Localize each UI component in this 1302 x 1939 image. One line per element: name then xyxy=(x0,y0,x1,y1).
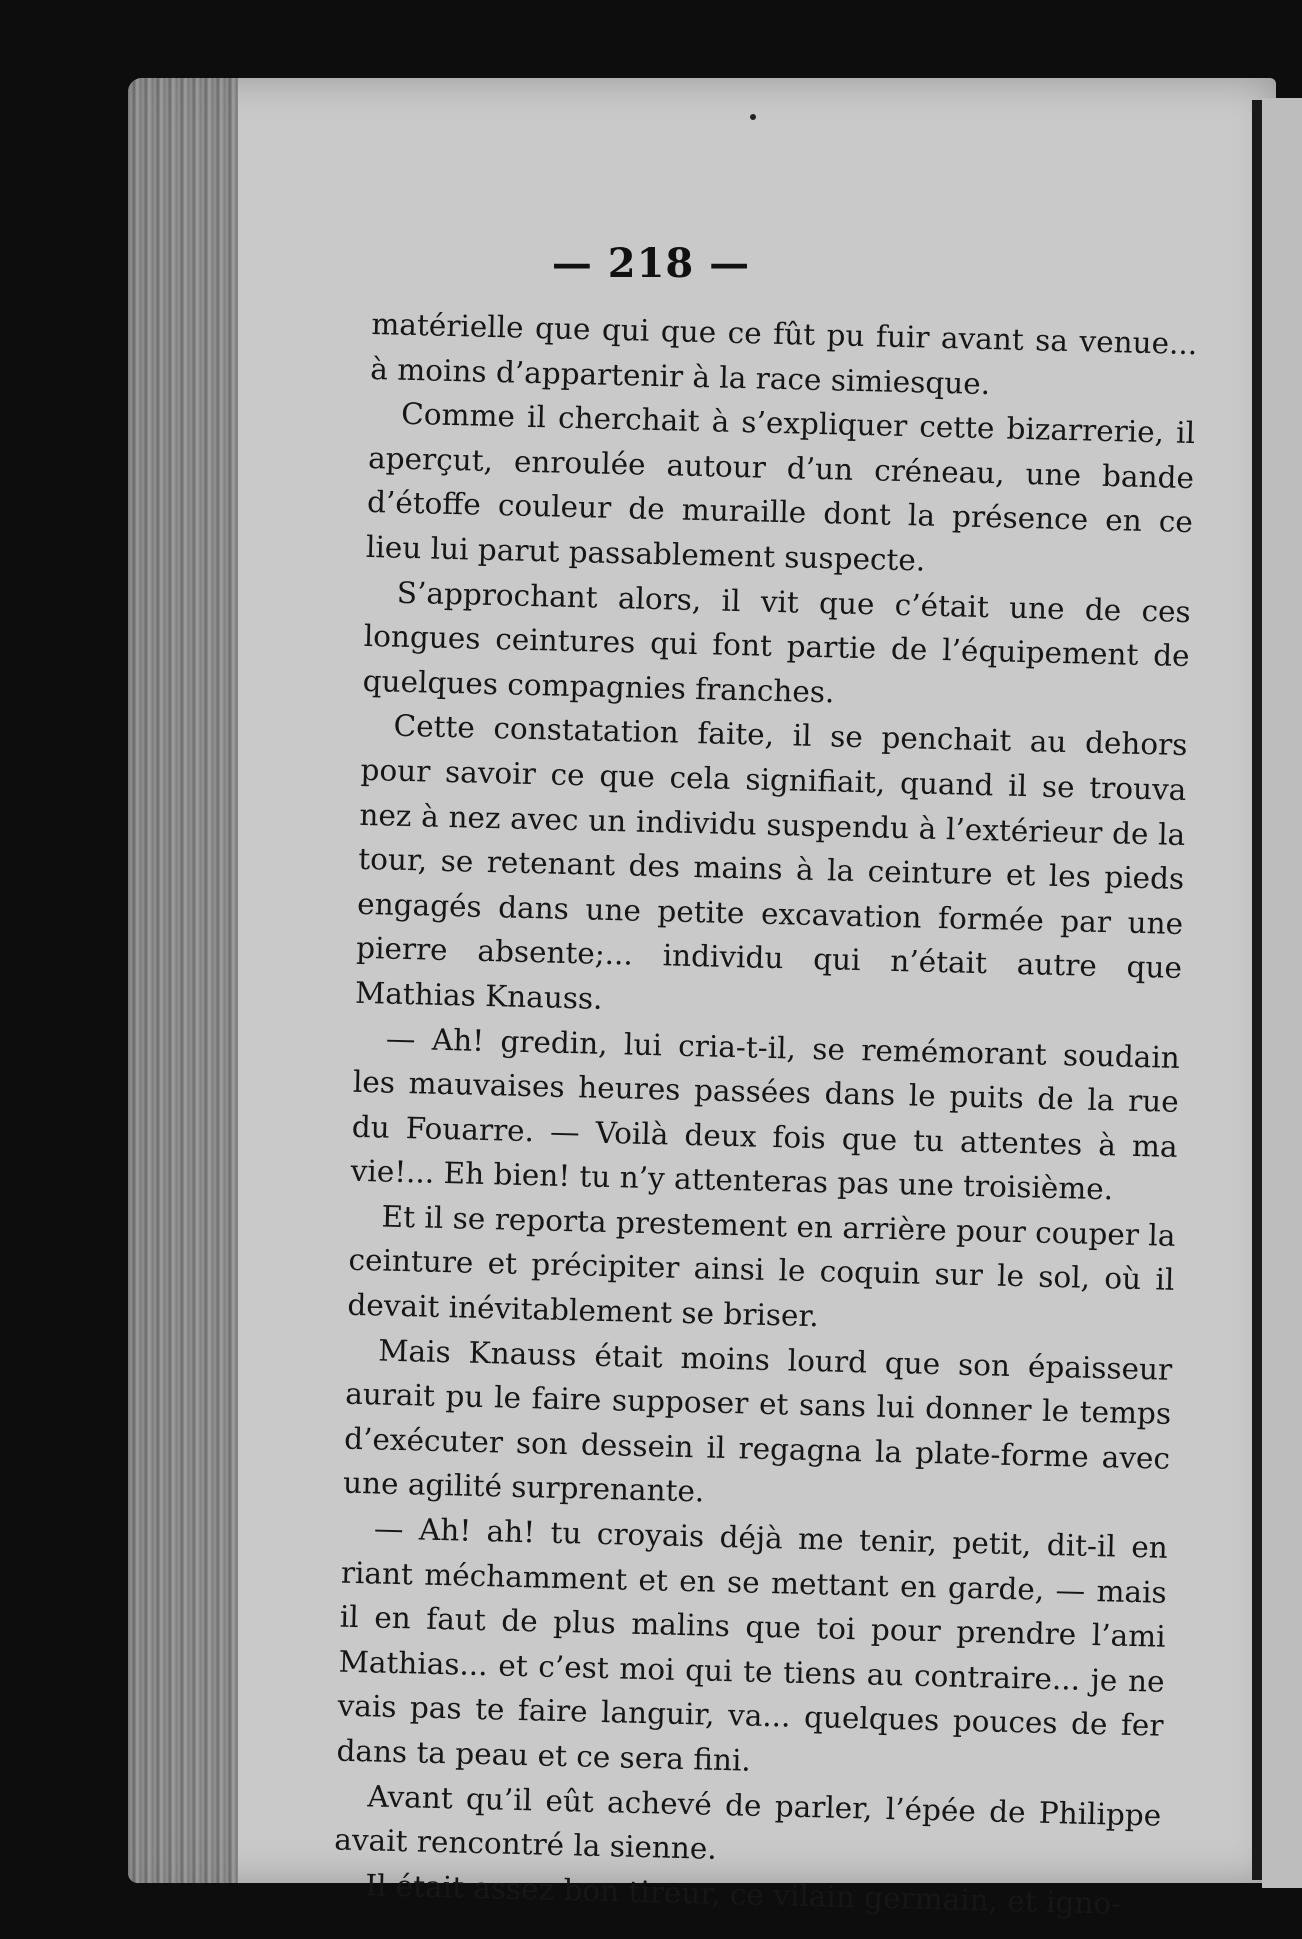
paragraph: S’approchant alors, il vit que c’était une de ces longues ceintures qui font partie de l’équipement de quelques compagnies franches. xyxy=(362,575,1192,710)
book-gutter xyxy=(1252,100,1262,1880)
paragraph: — Ah! gredin, lui cria-t-il, se remémorant soudain les mauvaises heures passées dans le puits de la rue du Fouarre. — Voilà deux fois que tu attentes à ma vie!... Eh bien! tu n’y attenteras pas une troisième. xyxy=(350,1021,1181,1207)
paragraph: matérielle que qui que ce fût pu fuir avant sa venue... à moins d’appartenir à la race simiesque. xyxy=(369,306,1198,401)
facing-page-edge xyxy=(1262,98,1302,1888)
paragraph: — Ah! ah! tu croyais déjà me tenir, petit, dit-il en riant méchamment et en se mettant en garde, — mais il en faut de plus malins que toi pour prendre l’ami Mathias... et c’est moi qui te tiens au contraire... je ne vais pas te faire languir, va... quelques pouces de fer dans ta peau et ce sera fini. xyxy=(336,1511,1169,1778)
page-edge-stack xyxy=(128,78,238,1883)
paragraph: Avant qu’il eût achevé de parler, l’épée de Philippe avait rencontré la sienne. xyxy=(334,1778,1162,1867)
speck xyxy=(750,114,756,120)
paragraph: Comme il cherchait à s’expliquer cette bizarrerie, il aperçut, enroulée autour d’un créneau, une bande d’étoffe couleur de muraille dont la présence en ce lieu lui parut passablement suspecte. xyxy=(365,396,1196,578)
page-number: — 218 — xyxy=(551,240,751,287)
paragraph: Cette constatation faite, il se penchait au dehors pour savoir ce que cela signifiait, quand il se trouva nez à nez avec un individu suspendu à l’extérieur de la tour, se retenant des mains à la ceinture et les pieds engagés dans une petite excavation formée par une pierre absente;... individu qui n’était autre que Mathias Knauss. xyxy=(354,709,1188,1016)
paragraph: Et il se reporta prestement en arrière pour couper la ceinture et précipiter ainsi le coquin sur le sol, où il devait inévitablement se briser. xyxy=(347,1199,1176,1334)
page-text xyxy=(333,302,1198,1927)
paragraph: Il était assez bon tireur, ce vilain germain, et igno- xyxy=(364,1868,1122,1921)
paragraph: Mais Knauss était moins lourd que son épaisseur aurait pu le faire supposer et sans lui donner le temps d’exécuter son dessein il regagna la plate-forme avec une agilité surprenante. xyxy=(342,1333,1173,1509)
